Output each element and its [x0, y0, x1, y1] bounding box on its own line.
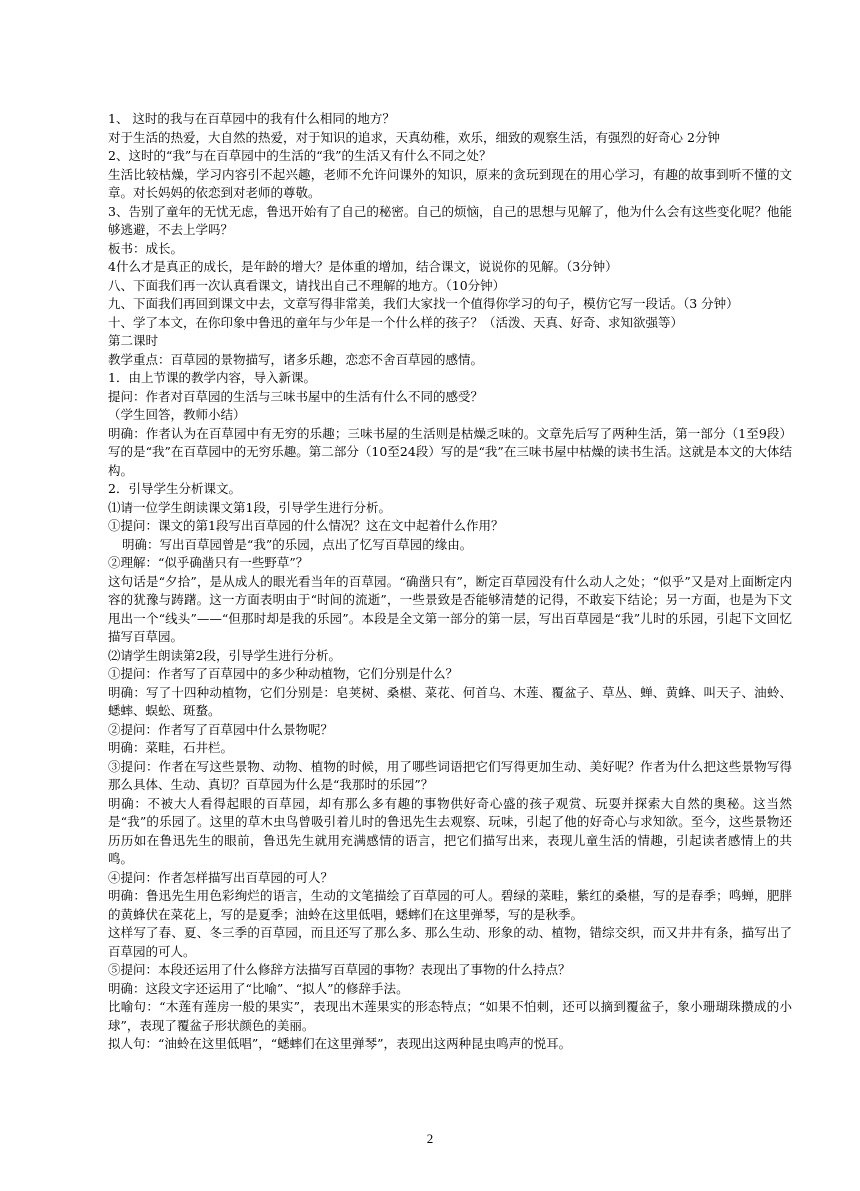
paragraph: 2、这时的“我”与在百草园中的生活的“我”的生活又有什么不同之处？: [108, 148, 492, 163]
paragraph: 板书：成长。: [108, 240, 184, 256]
paragraph: ②提问：作者写了百草园中什么景物呢？: [108, 721, 334, 737]
paragraph: 十、学了本文，在你印象中鲁迅的童年与少年是一个什么样的孩子？（活泼、天真、好奇、求知欲强等）: [108, 314, 684, 330]
paragraph: ①提问：作者写了百草园中的多少种动植物，它们分别是什么？: [108, 666, 459, 681]
paragraph: 明确：写了十四种动植物，它们分别是：皂荚树、桑椹、菜花、何首乌、木莲、覆盆子、草丛、蝉、黄蜂、叫天子、油蛉、蟋蟀、蜈蚣、斑蝥。: [108, 684, 792, 718]
paragraph: 明确：写出百草园曾是“我”的乐园，点出了忆写百草园的缘由。: [122, 536, 473, 552]
paragraph: 教学重点：百草园的景物描写，诸多乐趣，恋恋不舍百草园的感情。: [108, 351, 484, 367]
paragraph: ①提问：课文的第1段写出百草园的什么情况？这在文中起着什么作用？: [108, 518, 504, 533]
paragraph: ③提问：作者在写这些景物、动物、植物的时候，用了哪些词语把它们写得更加生动、美好呢？作者为什么把这些景物写得那么具体、生动、真切？百草园为什么是“我那时的乐园”？: [108, 758, 792, 792]
document-body: [108, 110, 792, 1054]
paragraph: 比喻句：“木莲有莲房一般的果实”，表现出木莲果实的形态特点；“如果不怕刺，还可以摘到覆盆子，象小珊瑚珠攒成的小球”，表现了覆盆子形状颜色的美丽。: [108, 999, 792, 1033]
paragraph: ⑵请学生朗读第2段，引导学生进行分析。: [108, 647, 341, 663]
paragraph: 明确：这段文字还运用了“比喻”、“拟人”的修辞手法。: [108, 980, 409, 996]
paragraph: 明确：菜畦，石井栏。: [108, 740, 234, 755]
paragraph: 对于生活的热爱，大自然的热爱，对于知识的追求，天真幼稚，欢乐，细致的观察生活，有强烈的好奇心 2分钟: [108, 129, 720, 145]
paragraph: 明确：鲁迅先生用色彩绚烂的语言，生动的文笔描绘了百草园的可人。碧绿的菜畦，紫红的桑椹，写的是春季；鸣蝉，肥胖的黄蜂伏在菜花上，写的是夏季；油蛉在这里低唱，蟋蟀们在这里弹琴，写的是秋季。: [108, 888, 792, 922]
paragraph: 1．由上节课的教学内容，导入新课。: [108, 370, 316, 385]
paragraph: ⑴请一位学生朗读课文第1段，引导学生进行分析。: [108, 499, 391, 515]
paragraph: 九、下面我们再回到课文中去，文章写得非常美，我们大家找一个值得你学习的句子，模仿它写一段话。（3 分钟）: [108, 296, 739, 311]
paragraph: 生活比较枯燥，学习内容引不起兴趣，老师不允许问课外的知识，原来的贪玩到现在的用心学习，有趣的故事到听不懂的文章。对长妈妈的依恋到对老师的尊敬。: [108, 166, 792, 200]
paragraph: 这句话是“夕拾”，是从成人的眼光看当年的百草园。“确凿只有”，断定百草园没有什么动人之处；“似乎”又是对上面断定内容的犹豫与踌躇。这一方面表明由于“时间的流逝”，一些景致是否能够清楚的记得，不敢妄下结论；另一方面，也是为下文甩出一个“线头”——“但那时却是我的乐园”。本段是全文第一部分的第一层，写出百草园是“我”儿时的乐园，引起下文回忆描写百草园。: [108, 573, 792, 644]
paragraph: 八、下面我们再一次认真看课文，请找出自己不理解的地方。（10分钟）: [108, 277, 506, 293]
paragraph: 2．引导学生分析课文。: [108, 481, 241, 496]
paragraph: 拟人句：“油蛉在这里低唱”，“蟋蟀们在这里弹琴”，表现出这两种昆虫鸣声的悦耳。: [108, 1036, 572, 1051]
paragraph: 这样写了春、夏、冬三季的百草园，而且还写了那么多、那么生动、形象的动、植物，错综交织，而又井井有条，描写出了百草园的可人。: [108, 925, 792, 959]
paragraph: ⑤提问：本段还运用了什么修辞方法描写百草园的事物？表现出了事物的什么持点？: [108, 962, 571, 977]
paragraph: 明确：作者认为在百草园中有无穷的乐趣；三味书屋的生活则是枯燥乏味的。文章先后写了两种生活，第一部分（1至9段）写的是“我”在百草园中的无穷乐趣。第二部分（10至24段）写的是“我”在三味书屋中枯燥的读书生活。这就是本文的大体结构。: [108, 425, 792, 478]
paragraph: 4什么才是真正的成长，是年龄的增大？是体重的增加，结合课文，说说你的见解。（3分钟）: [108, 259, 618, 274]
paragraph: 1、 这时的我与在百草园中的我有什么相同的地方？: [108, 111, 395, 126]
paragraph: 3、告别了童年的无忧无虑，鲁迅开始有了自己的秘密。自己的烦恼，自己的思想与见解了，他为什么会有这些变化呢？他能够逃避，不去上学吗？: [108, 203, 792, 237]
paragraph: 提问：作者对百草园的生活与三味书屋中的生活有什么不同的感受？: [108, 388, 484, 404]
paragraph: ②理解：“似乎确凿只有一些野草”？: [108, 555, 309, 570]
page-number: 2: [426, 1131, 434, 1146]
paragraph: （学生回答，教师小结）: [108, 407, 246, 422]
paragraph: 明确：不被大人看得起眼的百草园，却有那么多有趣的事物供好奇心盛的孩子观赏、玩耍并探索大自然的奥秘。这当然是“我”的乐园了。这里的草木虫鸟曾吸引着儿时的鲁迅先生去观察、玩味，引起了他的好奇心与求知欲。至今，这些景物还历历如在鲁迅先生的眼前，鲁迅先生就用充满感情的语言，把它们描写出来，表现儿童生活的情趣，引起读者感情上的共鸣。: [108, 795, 792, 866]
section-heading: 第二课时: [108, 333, 159, 348]
paragraph: ④提问：作者怎样描写出百草园的可人？: [108, 869, 334, 885]
